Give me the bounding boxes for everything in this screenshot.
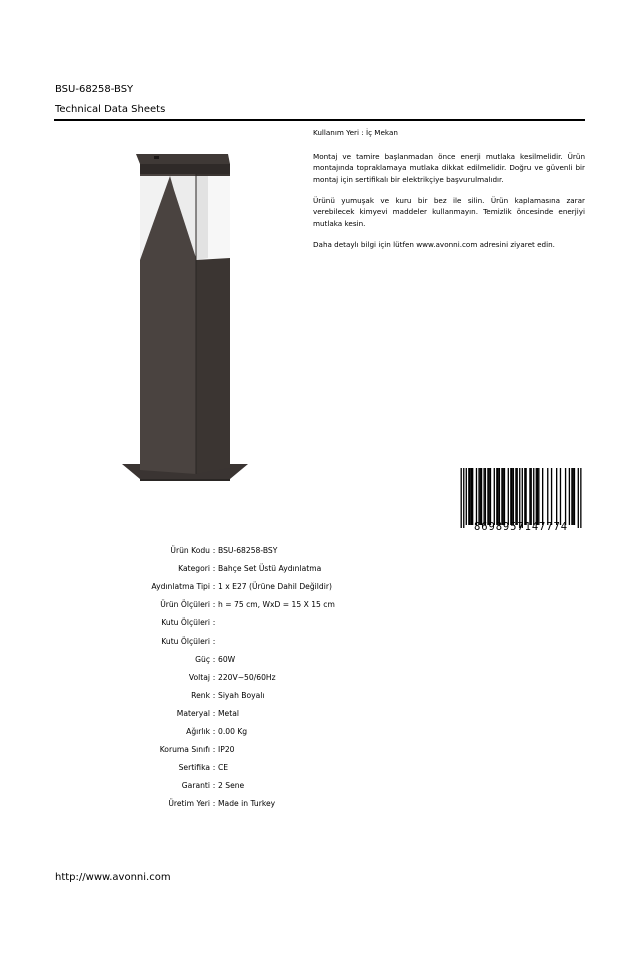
barcode-bar	[481, 468, 482, 525]
barcode-bar	[525, 468, 526, 525]
barcode-bar	[504, 468, 505, 525]
barcode-number: 8698957147774	[474, 521, 568, 533]
barcode-bar	[472, 468, 473, 525]
barcode-bar	[483, 468, 484, 525]
spec-label: Üretim Yeri	[168, 799, 210, 809]
barcode-bar	[461, 468, 462, 528]
spec-row	[100, 617, 218, 629]
barcode-bar	[508, 468, 509, 525]
barcode-bar	[542, 468, 543, 525]
barcode-bar	[494, 468, 495, 525]
barcode-bar	[537, 468, 538, 525]
spec-separator: :	[212, 618, 216, 628]
spec-label: Kategori	[178, 564, 210, 574]
spec-separator: :	[212, 727, 216, 736]
spec-separator: :	[212, 582, 216, 592]
more-info-text: Daha detaylı bilgi için lütfen www.avonni.com adresini ziyaret edin.	[313, 240, 555, 250]
spec-label: Sertifika	[178, 763, 210, 773]
barcode-bar	[569, 468, 570, 525]
barcode-bar	[551, 468, 552, 525]
spec-row	[100, 726, 247, 738]
spec-separator: :	[212, 636, 216, 646]
barcode-bar	[468, 468, 469, 525]
spec-value: CE	[218, 763, 229, 773]
barcode-bar	[565, 468, 566, 525]
barcode-bar	[490, 468, 491, 525]
spec-row	[100, 672, 276, 684]
barcode-bar	[513, 468, 514, 525]
spec-separator: :	[212, 600, 216, 610]
spec-value: 1 x E27 (Ürüne Dahil Değildir)	[218, 582, 332, 592]
spec-separator: :	[212, 690, 216, 700]
spec-label: Voltaj	[188, 672, 210, 682]
spec-separator: :	[212, 799, 216, 809]
spec-separator: :	[212, 781, 216, 791]
barcode-bar	[471, 468, 472, 525]
spec-value: 2 Sene	[218, 781, 245, 791]
spec-row	[100, 708, 239, 720]
spec-label: Ürün Kodu	[170, 546, 210, 555]
spec-row	[100, 599, 335, 611]
barcode-bar	[574, 468, 575, 525]
barcode-bar	[571, 468, 572, 525]
spec-row	[100, 798, 275, 810]
barcode-bar	[560, 468, 561, 525]
spec-separator: :	[212, 564, 216, 574]
barcode-bar	[515, 468, 516, 525]
barcode-bar	[556, 468, 557, 525]
barcode-bar	[463, 468, 464, 528]
barcode-bar	[529, 468, 530, 525]
product-top-cap	[136, 154, 230, 164]
spec-value: h = 75 cm, WxD = 15 X 15 cm	[218, 600, 335, 610]
barcode-bar	[522, 468, 523, 528]
header-divider	[54, 119, 585, 121]
cleaning-text: Ürünü yumuşak ve kuru bir bez ile silin. Ürün kaplamasına zarar verebilecek kimyevi maddeler kullanmayın. Temizlik öncesinde enerjiyi mutlaka kesin.	[313, 195, 585, 229]
spec-row	[100, 636, 218, 648]
barcode-bar	[466, 468, 467, 525]
spec-separator: :	[212, 763, 216, 773]
header-subtitle: Technical Data Sheets	[55, 104, 166, 115]
spec-label: Materyal	[176, 708, 210, 718]
barcode-bar	[511, 468, 512, 525]
barcode-bar	[536, 468, 537, 525]
spec-value: Metal	[218, 708, 239, 718]
spec-separator: :	[212, 745, 216, 755]
barcode-bar	[578, 468, 579, 528]
barcode-bar	[510, 468, 511, 525]
spec-row	[100, 545, 277, 557]
barcode-bar	[538, 468, 539, 525]
barcode-bar	[519, 468, 520, 528]
spec-label: Kutu Ölçüleri	[161, 618, 210, 628]
barcode-bar	[517, 468, 518, 525]
barcode-bar	[503, 468, 504, 525]
notes-section	[313, 127, 585, 260]
spec-row	[100, 563, 321, 575]
barcode-bar	[524, 468, 525, 525]
barcode-bar	[478, 468, 479, 525]
spec-label: Güç	[195, 654, 210, 664]
barcode-bar	[499, 468, 500, 525]
barcode-bar	[547, 468, 548, 525]
spec-value: 60W	[218, 654, 236, 664]
barcode-bar	[480, 468, 481, 525]
spec-label: Aydınlatma Tipi	[151, 582, 210, 592]
spec-row	[100, 762, 228, 774]
installation-text: Montaj ve tamire başlanmadan önce enerji mutlaka kesilmelidir. Ürün montajında topraklamaya mutlaka dikkat edilmelidir. Doğru ve güvenli bir montaj için sertifikalı bir elektrikçiye başvurulmalıdır.	[313, 151, 585, 184]
spec-label: Ağırlık	[186, 727, 210, 736]
spec-label: Ürün Ölçüleri	[160, 600, 210, 610]
spec-row	[100, 654, 235, 666]
spec-separator: :	[212, 546, 216, 555]
barcode-bar	[580, 468, 581, 528]
barcode-bar	[487, 468, 488, 525]
barcode-bar	[533, 468, 534, 525]
spec-value: BSU-68258-BSY	[218, 546, 278, 555]
spec-separator: :	[212, 708, 216, 718]
spec-label: Koruma Sınıfı	[159, 745, 210, 755]
spec-row	[100, 744, 234, 756]
barcode-bar	[489, 468, 490, 525]
spec-label: Renk	[191, 690, 210, 700]
header-product-code: BSU-68258-BSY	[55, 84, 134, 95]
barcode-bar	[573, 468, 574, 525]
spec-value: IP20	[218, 745, 235, 755]
spec-value: Bahçe Set Üstü Aydınlatma	[218, 564, 322, 574]
product-image	[118, 150, 252, 485]
spec-row	[100, 581, 332, 593]
footer-url[interactable]: http://www.avonni.com	[55, 872, 171, 883]
barcode-bar	[476, 468, 477, 525]
barcode-bar	[497, 468, 498, 525]
barcode-bar	[501, 468, 502, 525]
barcode-bar	[485, 468, 486, 525]
spec-value: Made in Turkey	[218, 799, 276, 809]
spec-value: 0.00 Kg	[218, 727, 248, 736]
spec-label: Garanti	[181, 781, 210, 791]
spec-separator: :	[212, 672, 216, 682]
spec-row	[100, 780, 244, 792]
spec-separator: :	[212, 654, 216, 664]
barcode-bar	[469, 468, 470, 525]
spec-value: Siyah Boyalı	[218, 690, 265, 700]
usage-area-text: Kullanım Yeri : İç Mekan	[313, 128, 398, 137]
barcode-bar	[496, 468, 497, 525]
spec-row	[100, 690, 265, 702]
spec-label: Kutu Ölçüleri	[161, 636, 210, 646]
barcode-bar	[531, 468, 532, 525]
spec-value: 220V~50/60Hz	[218, 672, 276, 682]
